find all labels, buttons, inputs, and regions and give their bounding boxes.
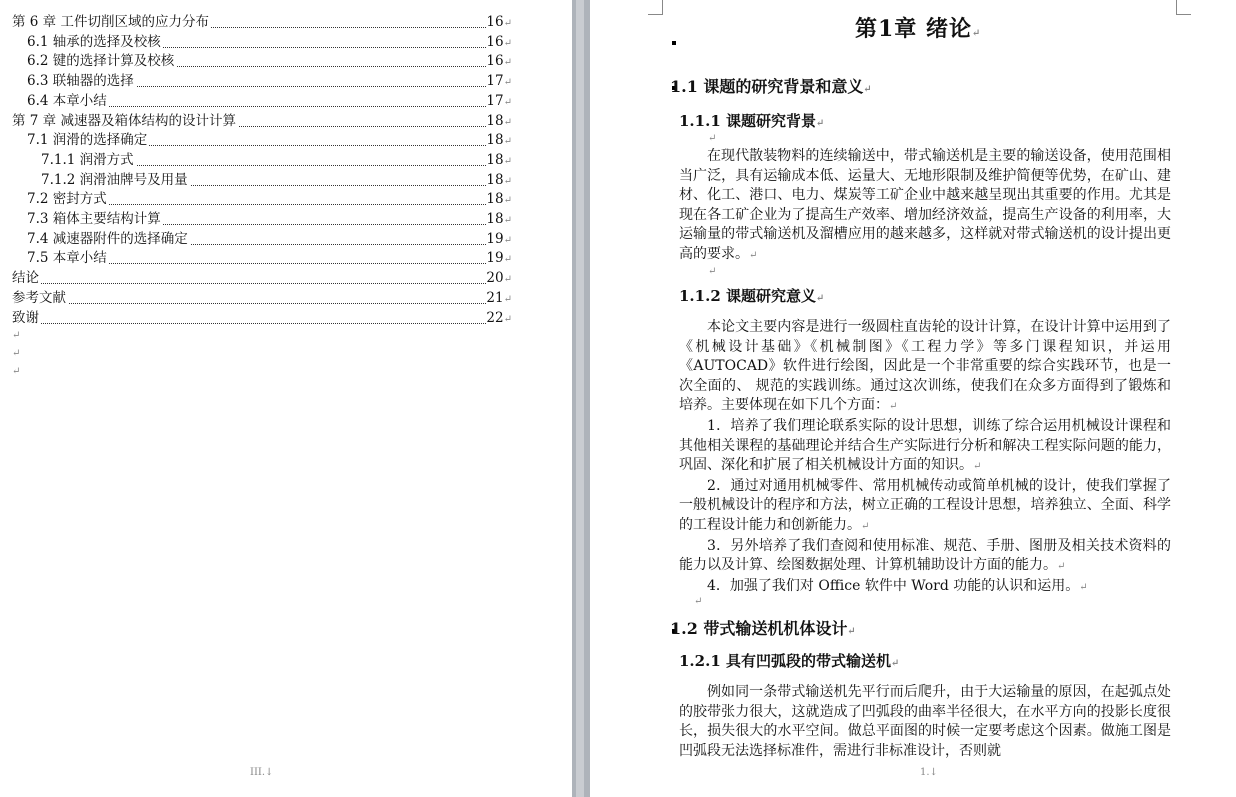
section-heading-1-2: 1.2 带式输送机机体设计↵ [670, 619, 856, 638]
bullet-marker [672, 41, 676, 45]
toc-page-number: 17↵ [486, 71, 512, 93]
toc-entry[interactable] [0, 32, 512, 52]
toc-entry-label: 7.4 减速器附件的选择确定 [27, 230, 188, 247]
toc-entry-label: 6.3 联轴器的选择 [27, 73, 134, 90]
toc-page-number: 16↵ [486, 51, 512, 73]
section-heading-1-1: 1.1 课题的研究背景和意义↵ [670, 77, 872, 96]
toc-page-number: 18↵ [486, 111, 512, 133]
section-heading-1-1-2: 1.1.2 课题研究意义↵ [679, 287, 825, 305]
toc-entry-label: 7.2 密封方式 [27, 191, 107, 208]
toc-entry-label: 7.5 本章小结 [27, 250, 107, 267]
toc-page-number: 22↵ [486, 308, 512, 330]
toc-entry[interactable] [0, 130, 512, 150]
toc-entry-label: 6.2 键的选择计算及校核 [27, 53, 175, 70]
toc-entry[interactable] [0, 268, 512, 288]
crop-mark [1176, 0, 1191, 15]
toc-entry-label: 第 7 章 减速器及箱体结构的设计计算 [12, 112, 236, 129]
toc-entry[interactable] [0, 229, 512, 249]
toc-entry-label: 6.1 轴承的选择及校核 [27, 33, 161, 50]
toc-entry-label: 7.1 润滑的选择确定 [27, 132, 148, 149]
left-page [0, 0, 572, 797]
toc-entry[interactable] [0, 150, 512, 170]
paragraph-background: 在现代散装物料的连续输送中，带式输送机是主要的输送设备，使用范围相当广泛，具有运输成本低、运量大、无地形限制及维护简便等优势，在矿山、建材、化工、港口、电力、煤炭等工矿企业中越来越呈现出其重要的作用。尤其是现在各工矿企业为了提高生产效率、增加经济效益，提高生产设备的利用率，大运输量的带式输送机及溜槽应用的越来越多，这样就对带式输送机的设计提出更高的要求。↵ [679, 148, 1171, 262]
toc-page-number: 18↵ [486, 130, 512, 152]
toc-entry[interactable] [0, 248, 512, 268]
paragraph-mark: ↵ [708, 133, 717, 144]
paragraph-mark: ↵ [12, 348, 21, 359]
toc-page-number: 18↵ [486, 209, 512, 231]
toc-page-number: 16↵ [486, 12, 512, 34]
toc-page-number: 20↵ [486, 268, 512, 290]
toc-entry-label: 结论 [12, 270, 39, 287]
toc-entry[interactable] [0, 170, 512, 190]
toc-page-number: 16↵ [486, 32, 512, 54]
toc-page-number: 18↵ [486, 170, 512, 192]
toc-leader-dots [12, 322, 492, 324]
section-heading-1-2-1: 1.2.1 具有凹弧段的带式输送机↵ [679, 652, 900, 670]
toc-entry[interactable] [0, 209, 512, 229]
toc-entry[interactable] [0, 71, 512, 91]
toc-page-number: 21↵ [486, 288, 512, 310]
page-number-footer: III.↓ [250, 767, 274, 778]
crop-mark [648, 0, 663, 15]
page-number-footer: 1.↓ [920, 767, 938, 778]
paragraph-concave-arc: 例如同一条带式输送机先平行而后爬升，由于大运输量的原因，在起弧点处的胶带张力很大，这就造成了凹弧段的曲率半径很大，在水平方向的投影长度很长，损失很大的水平空间。做总平面图的时候一定要考虑这个因素。做施工图是凹弧段无法选择标准件，需进行非标准设计，否则就 [679, 684, 1171, 759]
toc-entry[interactable] [0, 12, 512, 32]
toc-entry[interactable] [0, 51, 512, 71]
toc-entry-label: 参考文献 [12, 289, 66, 306]
toc-entry-label: 6.4 本章小结 [27, 92, 107, 109]
paragraph-significance: 本论文主要内容是进行一级圆柱直齿轮的设计计算，在设计计算中运用到了《机械设计基础》《机械制图》《工程力学》等多门课程知识，并运用《AUTOCAD》软件进行绘图，因此是一个非常重要的综合实践环节，也是一次全面的、 规范的实践训练。通过这次训练，使我们在众多方面得到了锻炼和培养。主要体现在如下几个方面：↵ 1．培养了我们理论联系实际的设计思想，训练了综合运用机械设计课程和其他相关课程的基础理论并结合生产实际进行分析和解决工程实际问题的能力，巩固、深化和扩展了相关机械设计方面的知识。↵ 2．通过对通用机械零件、常用机械传动或简单机械的设计，使我们掌握了一般机械设计的程序和方法，树立正确的工程设计思想，培养独立、全面、科学的工程设计能力和创新能力。↵ 3．另外培养了我们查阅和使用标准、规范、手册、图册及相关技术资料的能力以及计算、绘图数据处理、计算机辅助设计方面的能力。↵ 4．加强了我们对 Office 软件中 Word 功能的认识和运用。↵ [679, 319, 1171, 594]
toc-leader-dots [12, 302, 492, 304]
toc-entry[interactable] [0, 111, 512, 131]
paragraph-mark: ↵ [708, 266, 717, 277]
paragraph-mark: ↵ [12, 366, 21, 377]
toc-entry[interactable] [0, 288, 512, 308]
toc-entry-label: 7.3 箱体主要结构计算 [27, 211, 161, 227]
toc-entry-label: 7.1.2 润滑油牌号及用量 [41, 171, 188, 188]
toc-leader-dots [12, 282, 492, 284]
toc-entry[interactable] [0, 308, 512, 328]
toc-entry-label: 7.1.1 润滑方式 [41, 151, 134, 168]
toc-entry[interactable] [0, 189, 512, 209]
page-gap [572, 0, 590, 797]
paragraph-mark: ↵ [694, 596, 703, 607]
toc-page-number: 18↵ [486, 189, 512, 211]
right-page [590, 0, 1236, 797]
chapter-title: 第1章 绪论↵ [855, 16, 982, 42]
toc-page-number: 18↵ [486, 150, 512, 172]
toc-page-number: 19↵ [486, 248, 512, 270]
toc-entry[interactable] [0, 91, 512, 111]
toc-page-number: 17↵ [486, 91, 512, 113]
section-heading-1-1-1: 1.1.1 课题研究背景↵ [679, 112, 825, 130]
toc-entry-label: 致谢 [12, 309, 39, 326]
toc-entry-label: 第 6 章 工件切削区域的应力分布 [12, 14, 209, 30]
toc-page-number: 19↵ [486, 229, 512, 251]
paragraph-mark: ↵ [12, 330, 21, 341]
